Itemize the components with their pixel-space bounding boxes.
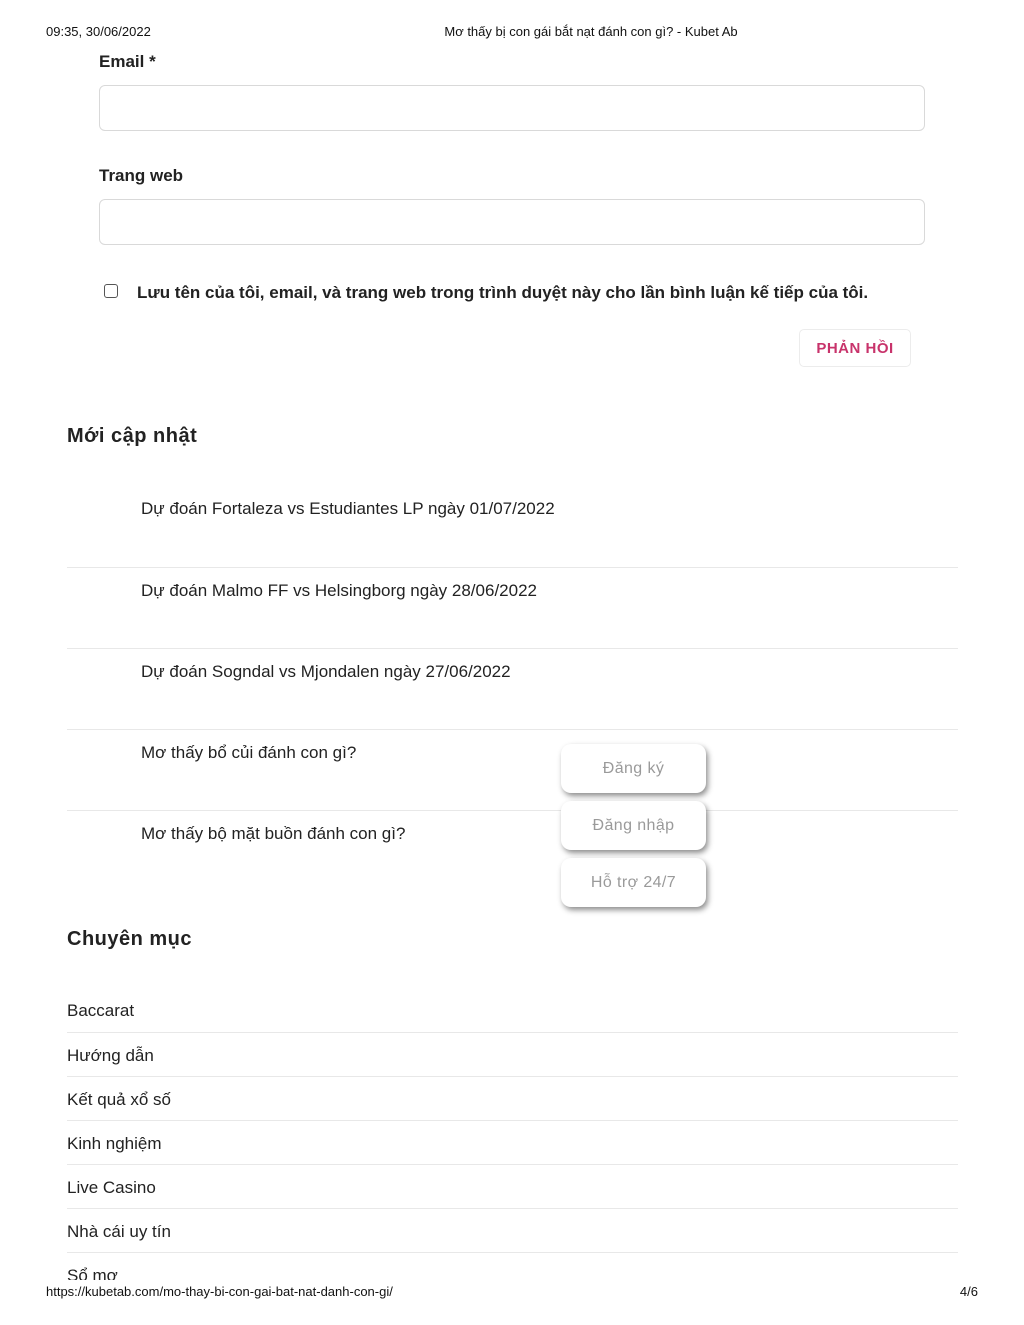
category-link[interactable]: Kết quả xổ số <box>67 1090 171 1109</box>
category-link[interactable]: Sổ mơ <box>67 1266 118 1280</box>
list-item <box>67 1120 958 1164</box>
list-item <box>67 648 958 729</box>
category-link[interactable]: Kinh nghiệm <box>67 1134 162 1153</box>
list-item <box>67 1076 958 1120</box>
categories-list <box>67 988 958 1280</box>
list-item <box>67 1164 958 1208</box>
categories-heading: Chuyên mục <box>67 928 193 950</box>
recent-post-link[interactable]: Mơ thấy bổ củi đánh con gì? <box>141 743 357 762</box>
email-label: Email * <box>99 52 156 71</box>
category-link[interactable]: Nhà cái uy tín <box>67 1222 171 1241</box>
email-field[interactable] <box>99 85 925 131</box>
list-item <box>67 1208 958 1252</box>
recent-post-link[interactable]: Mơ thấy bộ mặt buồn đánh con gì? <box>141 824 406 843</box>
submit-reply-button[interactable]: PHẢN HỒI <box>799 329 911 367</box>
recent-posts-heading: Mới cập nhật <box>67 425 198 447</box>
save-info-checkbox[interactable] <box>104 284 118 298</box>
list-item <box>67 567 958 648</box>
page-content <box>0 40 1024 1280</box>
list-item <box>67 486 958 567</box>
recent-post-link[interactable]: Dự đoán Fortaleza vs Estudiantes LP ngày 01/07/2022 <box>141 499 555 518</box>
print-url: https://kubetab.com/mo-thay-bi-con-gai-bat-nat-danh-con-gi/ <box>46 1284 393 1299</box>
register-button[interactable]: Đăng ký <box>561 744 706 793</box>
website-field[interactable] <box>99 199 925 245</box>
website-label: Trang web <box>99 166 184 185</box>
list-item <box>67 1032 958 1076</box>
category-link[interactable]: Hướng dẫn <box>67 1046 154 1065</box>
login-button[interactable]: Đăng nhập <box>561 801 706 850</box>
category-link[interactable]: Live Casino <box>67 1178 156 1197</box>
support-button[interactable]: Hỗ trợ 24/7 <box>561 858 706 907</box>
print-page-title: Mơ thấy bị con gái bắt nạt đánh con gì? - Kubet Ab <box>444 24 738 39</box>
save-info-consent <box>104 283 868 303</box>
list-item <box>67 988 958 1032</box>
list-item <box>67 810 958 891</box>
recent-post-link[interactable]: Dự đoán Malmo FF vs Helsingborg ngày 28/06/2022 <box>141 581 537 600</box>
floating-actions <box>561 744 706 915</box>
print-page-number: 4/6 <box>959 1284 978 1299</box>
recent-post-link[interactable]: Dự đoán Sogndal vs Mjondalen ngày 27/06/2022 <box>141 662 511 681</box>
print-datetime: 09:35, 30/06/2022 <box>46 24 151 39</box>
list-item <box>67 1252 958 1280</box>
list-item <box>67 729 958 810</box>
save-info-label: Lưu tên của tôi, email, và trang web trong trình duyệt này cho lần bình luận kế tiếp của tôi. <box>137 283 869 302</box>
recent-posts-list <box>67 486 958 891</box>
category-link[interactable]: Baccarat <box>67 1001 135 1020</box>
